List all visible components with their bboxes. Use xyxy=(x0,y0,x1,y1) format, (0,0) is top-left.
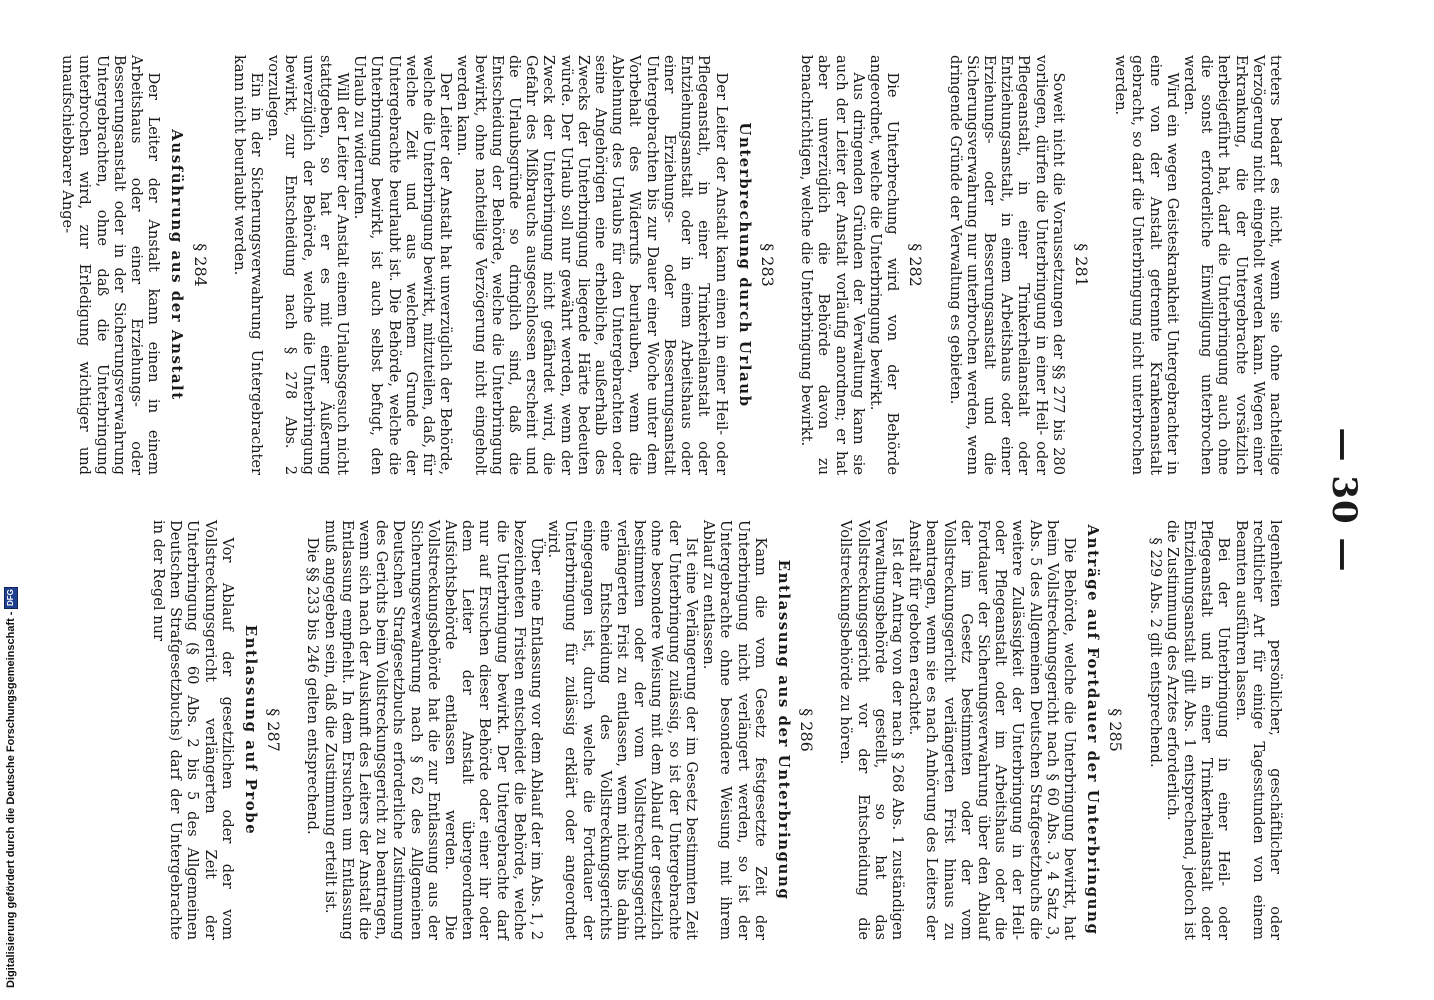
section-title: Entlassung aus der Unterbringung xyxy=(774,559,793,901)
paragraph: Der Leiter der Anstalt kann einen in einem Arbeitshaus oder einer Erziehungs- oder Besserungsanstalt oder in der Sicherungsverwahrung Untergebrachten, ohne daß die Unterbringung unterbrochen wird, zur Erledigung wichtiger und unaufschiebbarer Ange- xyxy=(59,55,163,475)
section-number: § 287 xyxy=(264,708,284,752)
digitization-credit: Digitalisierung gefördert durch die Deutsche Forschungsgemeinschaft - DFG xyxy=(4,587,18,988)
paragraph: Bei der Unterbringung in einer Heil- oder Pflegeanstalt und in einer Trinkerheilanstalt oder Entziehungsanstalt gilt Abs. 1 entsprechend, jedoch ist die Zustimmung des Arztes erforderlich. xyxy=(1163,520,1233,940)
paragraph: Die Behörde, welche die Unterbringung bewirkt, hat beim Vollstreckungsgericht nach § 60 Abs. 3, 4 Satz 3, Abs. 5 des Allgemeinen Deutschen Strafgesetzbuchs die weitere Zulässigkeit der Unterbringung in der Heil- oder Pflegeanstalt oder im Arbeitshaus oder die Fortdauer der Sicherungsverwahrung über den Ablauf der im Gesetz bestimmten oder der vom Vollstreckungsgericht verlängerten Frist hinaus zu beantragen, wenn sie es nach Anhörung des Leiters der Anstalt für geboten erachtet. xyxy=(906,520,1078,940)
paragraph: treters bedarf es nicht, wenn sie ohne nachteilige Verzögerung nicht eingeholt werden kann. Wegen einer Erkrankung, die der Untergebrachte vorsätzlich herbeigeführt hat, darf die Unterbringung auch ohne die sonst erforderliche Einwilligung unterbrochen werden. xyxy=(1180,55,1284,475)
paragraph: Wird ein wegen Geisteskrankheit Untergebrachter in eine von der Anstalt getrennte Krankenanstalt gebracht, so darf die Unterbringung nicht unterbrochen werden. xyxy=(1112,55,1181,475)
paragraph: Ein in der Sicherungsverwahrung Untergebrachter kann nicht beurlaubt werden. xyxy=(230,55,266,475)
paragraph: Ist eine Verlängerung der im Gesetz bestimmten Zeit der Unterbringung zulässig, so ist der Untergebrachte ohne besondere Weisung mit dem Ablauf der gesetzlich bestimmten oder der vom Vollstreckungsgericht verlängerten Frist zu entlassen, wenn nicht bis dahin eine Entscheidung des Vollstreckungsgerichts eingegangen ist, durch welche die Fortdauer der Unterbringung für zulässig erklärt oder angeordnet wird. xyxy=(545,520,700,940)
paragraph: Ist der Antrag von der nach § 268 Abs. 1 zuständigen Verwaltungsbehörde gestellt, so hat das Vollstreckungsgericht vor der Entscheidung die Vollstreckungsbehörde zu hören. xyxy=(837,520,906,940)
paragraph: Der Leiter der Anstalt kann einen in einer Heil- oder Pflegeanstalt, in einer Trinkerheilanstalt oder Entziehungsanstalt oder in einem Arbeitshaus oder einer Erziehungs- oder Besserungsanstalt Untergebrachten bis zur Dauer einer Woche unter dem Vorbehalt des Widerrufs beurlauben, wenn die Ablehnung des Urlaubs für den Untergebrachten oder seine Angehörigen eine erhebliche, außerhalb des Zwecks der Unterbringung liegende Härte bedeuten würde. Der Urlaub soll nur gewährt werden, wenn der Zweck der Unterbringung nicht gefährdet wird, die Gefahr des Mißbrauchs ausgeschlossen erscheint und die Urlaubsgründe so dringlich sind, daß die Entscheidung der Behörde, welche die Unterbringung bewirkt, ohne nachteilige Verzögerung nicht eingeholt werden kann. xyxy=(454,55,730,475)
section-number: § 283 xyxy=(757,243,777,287)
paragraph: Soweit nicht die Voraussetzungen der §§ 277 bis 280 vorliegen, dürfen die Unterbringung in einer Heil- oder Pflegeanstalt, in einer Trinkerheilanstalt oder Entziehungsanstalt, in einem Arbeitshaus oder einer Erziehungs- oder Besserungsanstalt und die Sicherungsverwahrung nur unterbrochen werden, wenn dringende Gründe der Verwaltung es gebieten. xyxy=(946,55,1067,475)
section-title: Anträge auf Fortdauer der Unterbringung xyxy=(1084,524,1103,936)
paragraph: Die Unterbrechung wird von der Behörde angeordnet, welche die Unterbringung bewirkt. xyxy=(866,55,902,475)
paragraph: § 229 Abs. 2 gilt entsprechend. xyxy=(1146,537,1164,768)
section-title: Ausführung aus der Anstalt xyxy=(168,129,187,401)
section-number: § 284 xyxy=(190,243,210,287)
left-column xyxy=(59,55,1284,475)
paragraph: Der Leiter der Anstalt hat unverzüglich der Behörde, welche die Unterbringung bewirkt, mitzuteilen, daß, für welche Zeit und aus welchem Grunde der Untergebrachte beurlaubt ist. Die Behörde, welche die Unterbringung bewirkt, ist auch selbst befugt, den Urlaub zu widerrufen. xyxy=(351,55,455,475)
paragraph: Vor Ablauf der gesetzlichen oder der vom Vollstreckungsgericht verlängerten Zeit der Unterbringung (§ 60 Abs. 2 bis 5 des Allgemeinen Deutschen Strafgesetzbuchs) darf der Untergebrachte in der Regel nur xyxy=(150,520,236,940)
section-title: Entlassung auf Probe xyxy=(242,624,261,836)
credit-text: Digitalisierung gefördert durch die Deutsche Forschungsgemeinschaft xyxy=(5,618,17,988)
section-number: § 286 xyxy=(797,708,817,752)
section-number: § 285 xyxy=(1106,708,1126,752)
paragraph: Aus dringenden Gründen der Verwaltung kann sie auch der Leiter der Anstalt vorläufig anordnen; er hat aber unverzüglich die Behörde davon zu benachrichtigen, welche die Unterbringung bewirkt. xyxy=(798,55,867,475)
paragraph: Will der Leiter der Anstalt einem Urlaubsgesuch nicht stattgeben, so hat er es mit einer Äußerung unverzüglich der Behörde, welche die Unterbringung bewirkt, zur Entscheidung nach § 278 Abs. 2 vorzulegen. xyxy=(265,55,352,475)
paragraph: Über eine Entlassung vor dem Ablauf der im Abs. 1, 2 bezeichneten Fristen entscheidet die Behörde, welche die Unterbringung bewirkt. Der Untergebrachte darf nur auf Ersuchen dieser Behörde oder einer ihr oder dem Leiter der Anstalt übergeordneten Aufsichtsbehörde entlassen werden. Die Vollstreckungsbehörde hat die zur Entlassung aus der Sicherungsverwahrung nach § 62 des Allgemeinen Deutschen Strafgesetzbuchs erforderliche Zustimmung des Gerichts beim Vollstreckungsgericht zu beantragen, wenn sich nach der Auskunft des Leiters der Anstalt die Entlassung empfiehlt. In dem Ersuchen um Entlassung muß angegeben sein, daß die Zustimmung erteilt ist. xyxy=(321,520,546,940)
dfg-logo: DFG xyxy=(4,587,18,609)
right-column xyxy=(104,520,1284,940)
page-number: — 30 — xyxy=(1324,427,1364,573)
paragraph: legenheiten persönlicher, geschäftlicher oder rechtlicher Art für einige Tagesstunden von einem Beamten ausführen lassen. xyxy=(1232,520,1284,940)
paragraph: Die §§ 233 bis 246 gelten entsprechend. xyxy=(304,537,322,835)
paragraph: Kann die vom Gesetz festgesetzte Zeit der Unterbringung nicht verlängert werden, so ist der Untergebrachte ohne besondere Weisung mit ihrem Ablauf zu entlassen. xyxy=(700,520,769,940)
section-number: § 282 xyxy=(906,243,926,287)
section-title: Unterbrechung durch Urlaub xyxy=(735,122,754,408)
section-number: § 281 xyxy=(1071,243,1091,287)
